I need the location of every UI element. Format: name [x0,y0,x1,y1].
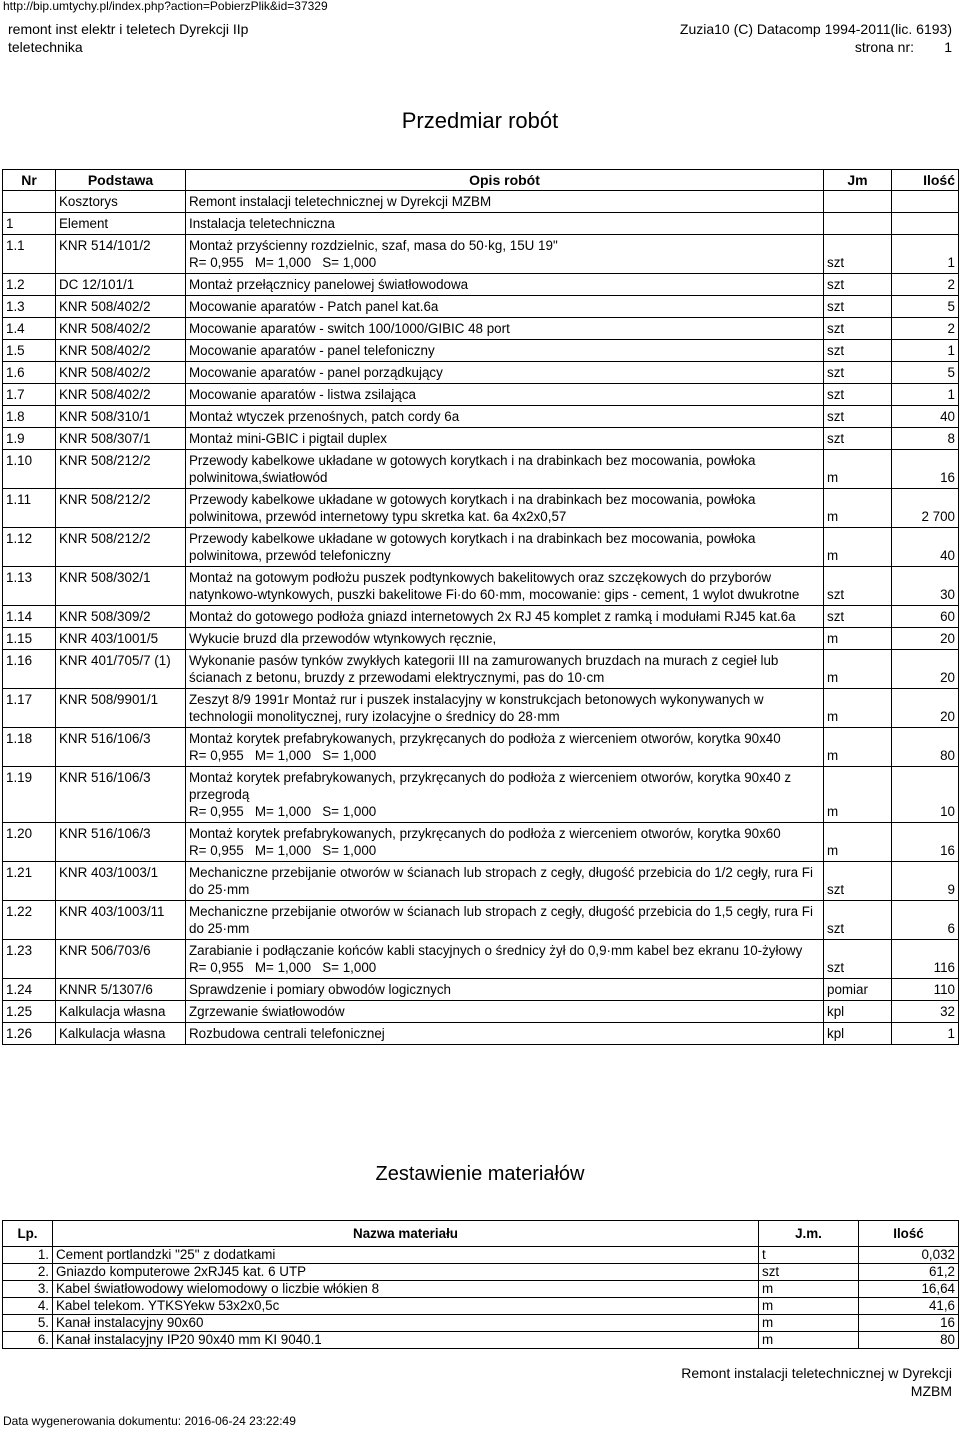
header-project-name: remont inst elektr i teletech Dyrekcji IIp [8,21,249,37]
row-opis [186,767,824,823]
table-row [3,940,959,979]
row-ilosc: 80 [892,728,959,767]
row-jm: m [824,528,892,567]
material-lp: 4. [3,1298,53,1315]
material-name: Gniazdo komputerowe 2xRJ45 kat. 6 UTP [53,1264,759,1281]
table-row [3,296,959,318]
element-title: Instalacja teletechniczna [186,213,824,235]
material-ilosc: 16,64 [859,1281,959,1298]
row-jm: m [824,628,892,650]
generation-date: Data wygenerowania dokumentu: 2016-06-24 23:22:49 [3,1414,296,1428]
row-ilosc: 40 [892,406,959,428]
row-jm: szt [824,274,892,296]
row-nr: 1.9 [3,428,56,450]
table-row [3,340,959,362]
row-opis-text: Montaż korytek prefabrykowanych, przykręcanych do podłoża z wierceniem otworów, korytka 90x60 [189,826,781,841]
row-opis [186,384,824,406]
row-opis-text: Wykonanie pasów tynków zwykłych kategorii III na zamurowanych bruzdach na murach z cegieł lub ścianach z betonu, bruzdy z przewodami elektrycznymi, pas do 10·cm [189,653,779,685]
row-opis [186,940,824,979]
row-opis [186,235,824,274]
row-podstawa: KNR 508/212/2 [56,489,186,528]
row-opis-text: Mocowanie aparatów - Patch panel kat.6a [189,299,439,314]
row-nr: 1.16 [3,650,56,689]
row-ilosc: 116 [892,940,959,979]
row-podstawa: KNR 508/212/2 [56,450,186,489]
row-jm: szt [824,384,892,406]
row-opis-text: Przewody kabelkowe układane w gotowych korytkach i na drabinkach bez mocowania, powłoka polwinitowa, przewód telefoniczny [189,531,756,563]
row-opis-text: Przewody kabelkowe układane w gotowych korytkach i na drabinkach bez mocowania, powłoka polwinitowa,światłowód [189,453,756,485]
kosztorys-title: Remont instalacji teletechnicznej w Dyrekcji MZBM [186,191,824,213]
table-row [3,274,959,296]
col-ilosc: Ilość [892,170,959,191]
row-jm: szt [824,862,892,901]
row-opis-text: Mocowanie aparatów - switch 100/1000/GIBIC 48 port [189,321,510,336]
row-podstawa: DC 12/101/1 [56,274,186,296]
table-row [3,767,959,823]
row-nr: 1.12 [3,528,56,567]
row-nr: 1.3 [3,296,56,318]
row-ilosc: 20 [892,628,959,650]
row-podstawa: KNR 508/402/2 [56,296,186,318]
table-row [3,235,959,274]
row-nr: 1.10 [3,450,56,489]
row-jm: szt [824,362,892,384]
table-row [3,450,959,489]
row-podstawa: Kalkulacja własna [56,1023,186,1045]
footer-project [681,1364,952,1400]
col-mat-jm: J.m. [759,1221,859,1247]
row-podstawa: KNR 508/402/2 [56,340,186,362]
row-ilosc: 60 [892,606,959,628]
row-ilosc: 20 [892,689,959,728]
row-opis [186,1001,824,1023]
col-opis: Opis robót [186,170,824,191]
row-nr: 1.24 [3,979,56,1001]
page-title: Przedmiar robót [401,108,559,133]
table-row [3,489,959,528]
row-nr: 1.23 [3,940,56,979]
row-jm: pomiar [824,979,892,1001]
row-opis [186,606,824,628]
row-ilosc: 30 [892,567,959,606]
row-opis [186,979,824,1001]
material-ilosc: 61,2 [859,1264,959,1281]
row-nr: 1.14 [3,606,56,628]
element-nr: 1 [3,213,56,235]
row-nr: 1.13 [3,567,56,606]
row-nr: 1.6 [3,362,56,384]
row-jm: m [824,450,892,489]
material-ilosc: 41,6 [859,1298,959,1315]
row-podstawa: KNR 508/212/2 [56,528,186,567]
row-nr: 1.19 [3,767,56,823]
row-podstawa: KNR 508/307/1 [56,428,186,450]
row-jm: szt [824,567,892,606]
row-opis [186,689,824,728]
row-jm: szt [824,940,892,979]
row-opis [186,728,824,767]
row-opis-text: Mechaniczne przebijanie otworów w ścianach lub stropach z cegły, długość przebicia do 1,5 cegły, rura Fi do 25·mm [189,904,813,936]
col-lp: Lp. [3,1221,53,1247]
materials-row [3,1281,959,1298]
row-opis-text: Przewody kabelkowe układane w gotowych korytkach i na drabinkach bez mocowania, powłoka polwinitowa, przewód internetowy typu skretka kat. 6a 4x2x0,57 [189,492,756,524]
row-podstawa: KNR 403/1001/5 [56,628,186,650]
row-opis-text: Montaż przełącznicy panelowej światłowodowa [189,277,469,292]
row-nr: 1.18 [3,728,56,767]
materials-title: Zestawienie materiałów [375,1163,585,1185]
row-opis [186,528,824,567]
row-nr: 1.1 [3,235,56,274]
row-opis-text: Mocowanie aparatów - panel porządkujący [189,365,443,380]
row-podstawa: KNR 516/106/3 [56,823,186,862]
material-name: Kabel światłowodowy wielomodowy o liczbie włókien 8 [53,1281,759,1298]
row-opis [186,362,824,384]
row-nr: 1.7 [3,384,56,406]
col-jm: Jm [824,170,892,191]
material-name: Kanał instalacyjny 90x60 [53,1315,759,1332]
row-podstawa: KNR 508/310/1 [56,406,186,428]
row-opis [186,862,824,901]
materials-table [2,1220,959,1349]
table-row [3,901,959,940]
row-jm: m [824,823,892,862]
table-row [3,362,959,384]
table-row [3,650,959,689]
row-opis-text: Montaż przyścienny rozdzielnic, szaf, masa do 50·kg, 15U 19" [189,238,558,253]
table-header-row [3,170,959,191]
material-ilosc: 80 [859,1332,959,1349]
row-nr: 1.25 [3,1001,56,1023]
row-nr: 1.21 [3,862,56,901]
row-opis-text: Rozbudowa centrali telefonicznej [189,1026,385,1041]
row-podstawa: KNR 506/703/6 [56,940,186,979]
header-software-info: Zuzia10 (C) Datacomp 1994-2011(lic. 6193) [679,21,952,37]
row-ilosc: 10 [892,767,959,823]
material-jm: t [759,1247,859,1264]
table-row [3,728,959,767]
row-nr: 1.11 [3,489,56,528]
row-ilosc: 5 [892,362,959,384]
row-podstawa: KNR 401/705/7 (1) [56,650,186,689]
row-jm: szt [824,406,892,428]
row-nr: 1.2 [3,274,56,296]
row-opis [186,1023,824,1045]
row-jm: szt [824,606,892,628]
row-opis-text: Montaż wtyczek przenośnych, patch cordy 6a [189,409,460,424]
row-podstawa: KNR 403/1003/11 [56,901,186,940]
table-row [3,384,959,406]
row-opis-text: Zarabianie i podłączanie końców kabli stacyjnych o średnicy żył do 0,9·mm kabel bez ekranu 10-żyłowy [189,943,803,958]
footer-line1: Remont instalacji teletechnicznej w Dyrekcji [681,1365,952,1381]
row-nr: 1.15 [3,628,56,650]
row-opis [186,901,824,940]
row-ilosc: 2 [892,274,959,296]
table-row [3,1023,959,1045]
row-jm: kpl [824,1001,892,1023]
row-ilosc: 8 [892,428,959,450]
row-opis [186,340,824,362]
row-nr: 1.5 [3,340,56,362]
element-row [3,213,959,235]
row-jm: szt [824,235,892,274]
row-opis-factors: R= 0,955 M= 1,000 S= 1,000 [189,255,377,270]
table-row [3,689,959,728]
row-opis [186,628,824,650]
row-nr: 1.20 [3,823,56,862]
row-podstawa: KNR 508/9901/1 [56,689,186,728]
row-jm: m [824,650,892,689]
row-ilosc: 2 [892,318,959,340]
table-row [3,318,959,340]
row-opis [186,406,824,428]
col-mat-ilosc: Ilość [859,1221,959,1247]
row-podstawa: KNR 514/101/2 [56,235,186,274]
row-podstawa: KNR 508/402/2 [56,362,186,384]
table-row [3,862,959,901]
material-jm: m [759,1332,859,1349]
col-podstawa: Podstawa [56,170,186,191]
material-lp: 5. [3,1315,53,1332]
row-opis-factors: R= 0,955 M= 1,000 S= 1,000 [189,804,377,819]
row-ilosc: 110 [892,979,959,1001]
materials-row [3,1315,959,1332]
row-ilosc: 1 [892,1023,959,1045]
row-opis-text: Montaż do gotowego podłoża gniazd internetowych 2x RJ 45 komplet z ramką i modułami RJ45 kat.6a [189,609,796,624]
row-opis [186,450,824,489]
material-jm: szt [759,1264,859,1281]
material-ilosc: 0,032 [859,1247,959,1264]
row-opis-factors: R= 0,955 M= 1,000 S= 1,000 [189,843,377,858]
material-jm: m [759,1298,859,1315]
row-ilosc: 1 [892,340,959,362]
row-podstawa: KNR 516/106/3 [56,728,186,767]
page-label: strona nr: [854,39,914,55]
row-podstawa: KNR 403/1003/1 [56,862,186,901]
material-name: Cement portlandzki "25" z dodatkami [53,1247,759,1264]
kosztorys-label: Kosztorys [56,191,186,213]
row-podstawa: KNR 508/402/2 [56,318,186,340]
row-podstawa: KNR 508/402/2 [56,384,186,406]
header-section-name: teletechnika [8,39,83,55]
row-opis-text: Mocowanie aparatów - panel telefoniczny [189,343,435,358]
header-page-number [855,39,952,55]
material-jm: m [759,1315,859,1332]
row-jm: kpl [824,1023,892,1045]
row-opis [186,274,824,296]
row-ilosc: 16 [892,823,959,862]
row-podstawa: KNR 516/106/3 [56,767,186,823]
row-ilosc: 9 [892,862,959,901]
row-ilosc: 32 [892,1001,959,1023]
row-nr: 1.26 [3,1023,56,1045]
table-row [3,823,959,862]
row-podstawa: Kalkulacja własna [56,1001,186,1023]
row-nr: 1.4 [3,318,56,340]
row-ilosc: 40 [892,528,959,567]
table-row [3,979,959,1001]
row-jm: m [824,728,892,767]
materials-header-row [3,1221,959,1247]
material-lp: 2. [3,1264,53,1281]
row-opis-text: Wykucie bruzd dla przewodów wtynkowych ręcznie, [189,631,497,646]
row-podstawa: KNR 508/309/2 [56,606,186,628]
row-opis-text: Montaż korytek prefabrykowanych, przykręcanych do podłoża z wierceniem otworów, korytka 90x40 z przegrodą [189,770,792,802]
row-jm: szt [824,340,892,362]
row-jm: m [824,489,892,528]
row-opis [186,567,824,606]
row-nr: 1.17 [3,689,56,728]
row-jm: szt [824,428,892,450]
row-ilosc: 20 [892,650,959,689]
row-opis [186,489,824,528]
row-opis-text: Zgrzewanie światłowodów [189,1004,345,1019]
row-opis [186,650,824,689]
row-opis-text: Mocowanie aparatów - listwa zsilająca [189,387,416,402]
row-ilosc: 1 [892,384,959,406]
row-jm: szt [824,318,892,340]
row-opis [186,318,824,340]
row-opis-factors: R= 0,955 M= 1,000 S= 1,000 [189,748,377,763]
browser-url: http://bip.umtychy.pl/index.php?action=PobierzPlik&id=37329 [3,0,328,13]
row-nr: 1.8 [3,406,56,428]
col-nazwa: Nazwa materiału [53,1221,759,1247]
table-row [3,406,959,428]
row-podstawa: KNR 508/302/1 [56,567,186,606]
material-name: Kabel telekom. YTKSYekw 53x2x0,5c [53,1298,759,1315]
row-opis-factors: R= 0,955 M= 1,000 S= 1,000 [189,960,377,975]
row-opis-text: Mechaniczne przebijanie otworów w ścianach lub stropach z cegły, długość przebicia do 1/2 cegły, rura Fi do 25·mm [189,865,813,897]
materials-row [3,1247,959,1264]
table-row [3,567,959,606]
materials-row [3,1298,959,1315]
row-ilosc: 5 [892,296,959,318]
page-number: 1 [944,39,952,55]
table-row [3,428,959,450]
row-opis [186,428,824,450]
material-jm: m [759,1281,859,1298]
table-row [3,528,959,567]
row-opis-text: Montaż na gotowym podłożu puszek podtynkowych bakelitowych oraz szczękowych do przyborów natynkowo-wtynkowych, puszki bakelitowe Fi·do 60·mm, mocowanie: gips - cement, 1 wylot dwukrotne [189,570,800,602]
material-ilosc: 16 [859,1315,959,1332]
row-opis-text: Sprawdzenie i pomiary obwodów logicznych [189,982,451,997]
material-lp: 3. [3,1281,53,1298]
row-jm: m [824,689,892,728]
kosztorys-row [3,191,959,213]
table-row [3,1001,959,1023]
row-opis [186,823,824,862]
row-jm: m [824,767,892,823]
row-jm: szt [824,296,892,318]
przedmiar-table [2,169,959,1045]
material-lp: 1. [3,1247,53,1264]
row-opis-text: Zeszyt 8/9 1991r Montaż rur i puszek instalacyjny w konstrukcjach betonowych wykonywanych w technologii monolitycznej, rury izolacyjne o średnicy do 28·mm [189,692,764,724]
row-opis-text: Montaż mini-GBIC i pigtail duplex [189,431,387,446]
element-label: Element [56,213,186,235]
row-nr: 1.22 [3,901,56,940]
col-nr: Nr [3,170,56,191]
materials-row [3,1264,959,1281]
material-lp: 6. [3,1332,53,1349]
footer-line2: MZBM [910,1383,952,1399]
material-name: Kanał instalacyjny IP20 90x40 mm KI 9040.1 [53,1332,759,1349]
table-row [3,628,959,650]
row-opis [186,296,824,318]
row-ilosc: 1 [892,235,959,274]
row-opis-text: Montaż korytek prefabrykowanych, przykręcanych do podłoża z wierceniem otworów, korytka 90x40 [189,731,781,746]
row-jm: szt [824,901,892,940]
row-ilosc: 16 [892,450,959,489]
materials-row [3,1332,959,1349]
table-row [3,606,959,628]
row-ilosc: 2 700 [892,489,959,528]
row-podstawa: KNNR 5/1307/6 [56,979,186,1001]
row-ilosc: 6 [892,901,959,940]
